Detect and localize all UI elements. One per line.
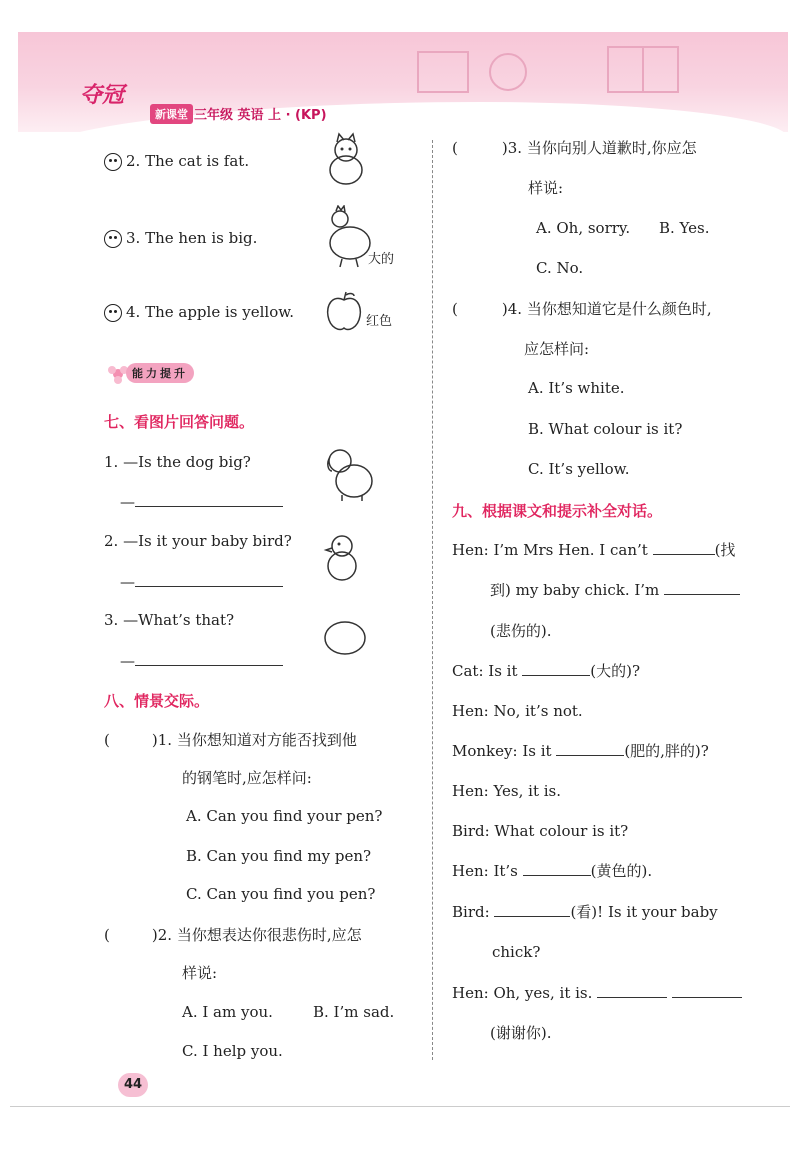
dialog-line-9b: (谢谢你). [490, 1024, 552, 1042]
dialog-line-1c: (悲伤的). [490, 622, 552, 640]
dialog-line-5: Hen: Yes, it is. [452, 782, 562, 800]
section-7-title: 七、看图片回答问题。 [104, 413, 255, 431]
smiley-face-icon[interactable] [104, 230, 122, 248]
egg-picture [322, 618, 368, 658]
grade-subject: 三年级 英语 上 · (KP) [194, 108, 327, 123]
dialog-line-1: Hen: I’m Mrs Hen. I can’t (找 [452, 541, 736, 559]
option-8-1-a: A. Can you find your pen? [186, 807, 383, 825]
answer-line-7-2[interactable]: — [120, 572, 283, 592]
page-number: 44 [118, 1073, 148, 1097]
blank-input[interactable] [522, 661, 590, 676]
header-decoration-icon [378, 32, 778, 112]
answer-line-7-1[interactable]: — [120, 492, 283, 512]
brand-logo: 夺冠 [80, 83, 125, 108]
question-8-1: ( )1. 当你想知道对方能否找到他 [104, 731, 357, 749]
question-8-2: ( )2. 当你想表达你很悲伤时,应怎 [104, 926, 362, 944]
answer-line-7-3[interactable]: — [120, 651, 283, 671]
question-8-4-line2: 应怎样问: [524, 340, 590, 358]
option-8-2-a: A. I am you. [182, 1003, 273, 1021]
question-8-4: ( )4. 当你想知道它是什么颜色时, [452, 300, 712, 318]
hint-big: 大的 [368, 252, 395, 267]
dialog-line-1b: 到) my baby chick. I’m [490, 580, 740, 600]
blank-input[interactable] [672, 983, 742, 998]
question-8-3: ( )3. 当你向别人道歉时,你应怎 [452, 139, 697, 157]
option-8-3-c: C. No. [536, 259, 584, 277]
blank-input[interactable] [523, 861, 591, 876]
question-8-1-line2: 的钢笔时,应怎样问: [182, 769, 312, 787]
dialog-line-6: Bird: What colour is it? [452, 822, 629, 840]
question-8-3-line2: 样说: [528, 179, 564, 197]
dialog-line-8b: chick? [492, 943, 541, 961]
series-badge: 新课堂 [150, 104, 193, 124]
blank-input[interactable] [494, 902, 570, 917]
option-8-2-b: B. I’m sad. [313, 1003, 395, 1021]
judge-item-2: 2. The cat is fat. [104, 151, 249, 171]
hen-picture [322, 205, 374, 269]
option-8-4-b: B. What colour is it? [528, 420, 683, 438]
dialog-line-8: Bird: (看)! Is it your baby [452, 903, 718, 921]
option-8-1-c: C. Can you find you pen? [186, 885, 376, 903]
blank-input[interactable] [653, 540, 715, 555]
option-8-2-c: C. I help you. [182, 1042, 283, 1060]
dialog-line-7: Hen: It’s (黄色的). [452, 862, 653, 880]
section-9-title: 九、根据课文和提示补全对话。 [452, 502, 663, 520]
judge-item-4: 4. The apple is yellow. [104, 302, 294, 322]
footer-divider [10, 1106, 790, 1107]
dialog-line-3: Hen: No, it’s not. [452, 702, 583, 720]
option-8-4-a: A. It’s white. [528, 379, 625, 397]
question-7-2: 2. —Is it your baby bird? [104, 532, 292, 550]
dog-picture [322, 445, 378, 503]
option-8-4-c: C. It’s yellow. [528, 460, 630, 478]
option-8-3-a: A. Oh, sorry. [536, 219, 631, 237]
option-8-3-b: B. Yes. [659, 219, 710, 237]
hint-red: 红色 [366, 314, 393, 329]
smiley-face-icon[interactable] [104, 304, 122, 322]
ability-label: 能力提升 [126, 363, 194, 383]
smiley-face-icon[interactable] [104, 153, 122, 171]
blank-input[interactable] [664, 580, 740, 595]
blank-input[interactable] [556, 741, 624, 756]
cat-picture [318, 132, 374, 190]
question-8-2-line2: 样说: [182, 964, 218, 982]
blank-input[interactable] [597, 983, 667, 998]
dialog-line-4: Monkey: Is it (肥的,胖的)? [452, 742, 709, 760]
page-header [18, 32, 788, 132]
dialog-line-9: Hen: Oh, yes, it is. [452, 983, 742, 1003]
dialog-line-2: Cat: Is it (大的)? [452, 662, 641, 680]
column-divider [432, 140, 433, 1060]
ability-badge [106, 362, 220, 384]
section-8-title: 八、情景交际。 [104, 692, 210, 710]
baby-bird-picture [320, 530, 364, 586]
judge-item-3: 3. The hen is big. [104, 228, 257, 248]
question-7-3: 3. —What’s that? [104, 611, 235, 629]
question-7-1: 1. —Is the dog big? [104, 453, 251, 471]
option-8-1-b: B. Can you find my pen? [186, 847, 372, 865]
apple-picture [324, 290, 364, 334]
